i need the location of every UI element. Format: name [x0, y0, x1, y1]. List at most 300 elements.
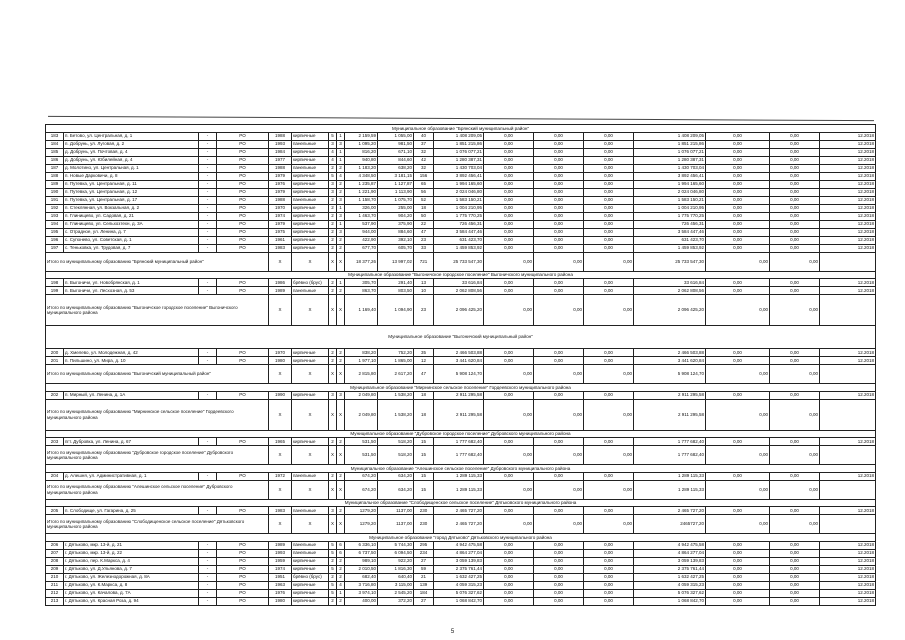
section-title: Муниципальное образование "Выгоничское городское поселение" Выгоничского муниципального района — [46, 271, 876, 279]
table-row — [46, 557, 876, 565]
table-cell: 0,00 — [706, 287, 770, 295]
table-cell: 12.2018 — [820, 279, 876, 287]
table-cell: 1 816,30 — [378, 565, 414, 573]
table-cell: 944,00 — [345, 228, 378, 236]
table-cell: 0,00 — [534, 589, 584, 597]
table-cell: 0,00 — [534, 188, 584, 196]
table-row — [46, 507, 876, 515]
table-cell: кирпичные — [292, 220, 329, 228]
subtotal-label: Итого по муниципальному образованию "Слободищенское сельское поселение" Дятьковского муниципального района — [46, 515, 269, 534]
table-cell: 1959 — [269, 557, 292, 565]
subtotal-cell: 0,00 — [484, 399, 534, 430]
subtotal-cell: 0,00 — [484, 252, 534, 271]
table-cell: 392,10 — [378, 236, 414, 244]
table-cell: г. Дятьково, пер. К.Маркса, д. 4 — [64, 557, 199, 565]
subtotal-cell: X — [337, 399, 345, 430]
empty-cell — [820, 515, 876, 534]
table-cell: кирпичные — [292, 212, 329, 220]
table-cell: 2 465 727,20 — [634, 507, 706, 515]
table-cell: 5 076 327,62 — [634, 589, 706, 597]
table-cell: 186 — [46, 156, 64, 164]
table-cell: 196 — [46, 236, 64, 244]
table-cell: 2 — [337, 565, 345, 573]
table-cell: брёвно (брус) — [292, 573, 329, 581]
table-row — [46, 212, 876, 220]
subtotal-cell: 0,00 — [584, 399, 634, 430]
table-cell: 0,00 — [706, 172, 770, 180]
table-cell: 42 — [414, 156, 434, 164]
table-cell: 0,00 — [584, 597, 634, 605]
subtotal-cell: X — [329, 480, 337, 499]
table-cell: п. Пильшино, ул. Мира, д. 10 — [64, 357, 199, 365]
subtotal-cell: 1 777 682,40 — [434, 446, 484, 465]
table-cell: - — [199, 565, 217, 573]
table-cell: 2 — [337, 507, 345, 515]
subtotal-cell: X — [292, 399, 329, 430]
table-cell: 50 — [414, 212, 434, 220]
table-cell: 12 — [414, 357, 434, 365]
table-cell: п. Глинищево, ул. Садовая, д. 21 — [64, 212, 199, 220]
table-cell: - — [199, 188, 217, 196]
table-cell: 0,00 — [484, 212, 534, 220]
subtotal-cell: 0,00 — [706, 480, 770, 499]
subtotal-row — [46, 446, 876, 465]
table-cell: 230 — [414, 507, 434, 515]
table-cell: п. Новые Дарковичи, д. 8 — [64, 172, 199, 180]
table-cell: 1 004 210,95 — [634, 204, 706, 212]
table-cell: 1972 — [269, 472, 292, 480]
table-cell: 1 430 703,04 — [434, 164, 484, 172]
subtotal-cell: 0,00 — [770, 446, 820, 465]
subtotal-cell: X — [329, 252, 337, 271]
subtotal-cell: 0,00 — [584, 480, 634, 499]
table-cell: п. Путевка, ул. Центральная, д. 12 — [64, 188, 199, 196]
table-cell: 1961 — [269, 236, 292, 244]
table-cell: 1 158,70 — [345, 196, 378, 204]
subtotal-cell: X — [292, 295, 329, 326]
table-cell: 0,00 — [770, 140, 820, 148]
subtotal-cell: 0,00 — [534, 480, 584, 499]
table-cell: 1137,00 — [378, 507, 414, 515]
table-cell: 4 864 277,04 — [634, 549, 706, 557]
table-cell: панельные — [292, 196, 329, 204]
table-cell: 210 — [46, 573, 64, 581]
table-cell: 1 — [337, 204, 345, 212]
section-header-row — [46, 384, 876, 392]
table-cell: кирпичные — [292, 438, 329, 446]
table-cell: 3 584 447,46 — [434, 228, 484, 236]
table-cell: 12.2018 — [820, 507, 876, 515]
table-cell: 1970 — [269, 204, 292, 212]
table-cell: 2 — [329, 438, 337, 446]
table-cell: 0,00 — [770, 573, 820, 581]
table-cell: г. Дятьково, мкр. 13-й, д. 21 — [64, 541, 199, 549]
table-cell: 0,00 — [770, 597, 820, 605]
table-cell: 4 — [329, 148, 337, 156]
table-cell: 844,60 — [378, 156, 414, 164]
table-cell: 2 — [329, 279, 337, 287]
table-cell: 0,00 — [770, 204, 820, 212]
table-cell: с. Теньковка, ул. Трудовая, д. 7 — [64, 244, 199, 252]
table-cell: 940,80 — [345, 156, 378, 164]
table-cell: 0,00 — [584, 581, 634, 589]
table-row — [46, 549, 876, 557]
table-cell: 0,00 — [706, 507, 770, 515]
table-cell: 0,00 — [770, 472, 820, 480]
table-cell: 2 — [329, 228, 337, 236]
table-cell: 139 — [414, 581, 434, 589]
table-cell: панельные — [292, 287, 329, 295]
table-cell: - — [199, 140, 217, 148]
table-cell: 0,00 — [584, 279, 634, 287]
section-header-row — [46, 465, 876, 473]
subtotal-cell: X — [269, 515, 292, 534]
table-cell: 3 — [329, 507, 337, 515]
subtotal-cell: 531,50 — [345, 446, 378, 465]
table-cell: 0,00 — [706, 140, 770, 148]
program-table-sheet — [45, 124, 875, 606]
subtotal-cell: X — [329, 515, 337, 534]
table-cell: 2 — [329, 204, 337, 212]
table-cell: 372,20 — [378, 597, 414, 605]
table-cell: брёвно (брус) — [292, 279, 329, 287]
subtotal-cell: 0,00 — [484, 295, 534, 326]
table-cell: - — [199, 279, 217, 287]
table-cell: 0,00 — [770, 287, 820, 295]
table-cell: 0,00 — [534, 597, 584, 605]
table-row — [46, 589, 876, 597]
table-cell: кирпичные — [292, 391, 329, 399]
table-cell: 3 181,15 — [378, 172, 414, 180]
table-cell: 1 076 077,21 — [634, 148, 706, 156]
table-cell: 0,00 — [706, 244, 770, 252]
table-cell: 12.2018 — [820, 557, 876, 565]
table-cell: 0,00 — [706, 557, 770, 565]
subtotal-cell: X — [337, 480, 345, 499]
table-cell: 0,00 — [584, 472, 634, 480]
table-cell: 0,00 — [484, 132, 534, 140]
table-cell: РО — [217, 196, 269, 204]
table-cell: 1 994 165,60 — [634, 180, 706, 188]
table-cell: 255,00 — [378, 204, 414, 212]
subtotal-cell: 0,00 — [534, 295, 584, 326]
table-cell: 0,00 — [770, 156, 820, 164]
table-cell: д. Добрунь, ул. Юбилейная, д. 4 — [64, 156, 199, 164]
table-cell: 1993 — [269, 140, 292, 148]
table-cell: 0,00 — [584, 236, 634, 244]
subtotal-cell: X — [337, 365, 345, 384]
table-cell: кирпичные — [292, 172, 329, 180]
table-cell: кирпичные — [292, 228, 329, 236]
table-cell: - — [199, 228, 217, 236]
table-cell: 1 — [337, 279, 345, 287]
section-header-row — [46, 430, 876, 438]
table-cell: 0,00 — [584, 244, 634, 252]
table-cell: РО — [217, 557, 269, 565]
table-cell: 0,00 — [706, 549, 770, 557]
table-cell: 12.2018 — [820, 391, 876, 399]
table-cell: 2 375 761,44 — [634, 565, 706, 573]
table-cell: 0,00 — [770, 391, 820, 399]
section-title: Муниципальное образование "Мирнинское сельское поселение" Гордеевского муниципального района — [46, 384, 876, 392]
table-cell: п. Глинищево, ул. Сельхозтехн, д. 3А — [64, 220, 199, 228]
table-cell: 1 851 215,86 — [634, 140, 706, 148]
table-cell: 0,00 — [534, 148, 584, 156]
subtotal-cell: 18 — [414, 399, 434, 430]
table-cell: 6 — [337, 541, 345, 549]
table-cell: 2 — [329, 236, 337, 244]
table-cell: 1 — [337, 156, 345, 164]
table-cell: 0,00 — [484, 172, 534, 180]
table-cell: 12.2018 — [820, 581, 876, 589]
subtotal-cell: 0,00 — [584, 515, 634, 534]
table-cell: 863,70 — [345, 287, 378, 295]
table-cell: 0,00 — [484, 244, 534, 252]
table-cell: 12.2018 — [820, 204, 876, 212]
table-cell: 213 — [46, 597, 64, 605]
section-header-row — [46, 326, 876, 349]
table-cell: 0,00 — [534, 140, 584, 148]
table-cell: 3 — [329, 180, 337, 188]
table-cell: 12.2018 — [820, 188, 876, 196]
table-cell: РО — [217, 349, 269, 357]
table-cell: г. Дятьково, ул. Железнодорожная, д. 8А — [64, 573, 199, 581]
table-cell: 631 423,70 — [634, 236, 706, 244]
table-cell: 1 775 770,25 — [434, 212, 484, 220]
table-cell: 0,00 — [770, 236, 820, 244]
table-cell: 4 059 315,23 — [434, 581, 484, 589]
table-cell: 375,90 — [378, 220, 414, 228]
table-cell: 981,50 — [378, 140, 414, 148]
subtotal-cell: X — [269, 399, 292, 430]
table-row — [46, 172, 876, 180]
table-cell: 1983 — [269, 244, 292, 252]
table-cell: 0,00 — [706, 349, 770, 357]
table-cell: 2 — [329, 196, 337, 204]
table-cell: 1 183,20 — [345, 164, 378, 172]
subtotal-cell: 0,00 — [770, 365, 820, 384]
table-cell: 184 — [414, 589, 434, 597]
table-cell: 1988 — [269, 132, 292, 140]
table-cell: 0,00 — [770, 581, 820, 589]
table-cell: 2 — [329, 597, 337, 605]
table-body — [46, 125, 876, 606]
subtotal-cell: 0,00 — [484, 515, 534, 534]
table-cell: 52 — [414, 196, 434, 204]
table-cell: 674,20 — [345, 472, 378, 480]
table-cell: 0,00 — [706, 148, 770, 156]
table-cell: 671,10 — [378, 148, 414, 156]
table-cell: 0,00 — [534, 507, 584, 515]
table-cell: 0,00 — [484, 438, 534, 446]
table-cell: - — [199, 357, 217, 365]
table-cell: 1951 — [269, 573, 292, 581]
table-cell: 0,00 — [706, 236, 770, 244]
table-cell: 1986 — [269, 279, 292, 287]
table-cell: 1 459 853,92 — [634, 244, 706, 252]
subtotal-cell: 0,00 — [534, 252, 584, 271]
table-cell: 12.2018 — [820, 589, 876, 597]
subtotal-label: Итого по муниципальному образованию "Мирнинское сельское поселение" Гордеевского муниципального района — [46, 399, 269, 430]
table-cell: 33 — [414, 244, 434, 252]
table-cell: РО — [217, 228, 269, 236]
table-cell: 0,00 — [584, 541, 634, 549]
table-cell: 2 — [337, 164, 345, 172]
table-cell: - — [199, 172, 217, 180]
table-cell: 3 — [337, 391, 345, 399]
table-cell: кирпичные — [292, 132, 329, 140]
table-cell: РО — [217, 357, 269, 365]
table-cell: 2 465 727,20 — [434, 507, 484, 515]
table-cell: 0,00 — [484, 581, 534, 589]
table-cell: 6 737,50 — [345, 549, 378, 557]
subtotal-cell: 0,00 — [706, 515, 770, 534]
table-cell: РО — [217, 156, 269, 164]
table-cell: 0,00 — [584, 507, 634, 515]
subtotal-cell: 2 911 295,58 — [434, 399, 484, 430]
table-cell: 677,70 — [345, 244, 378, 252]
table-cell: 65 — [414, 180, 434, 188]
table-cell: 1988 — [269, 196, 292, 204]
table-cell: 0,00 — [706, 228, 770, 236]
table-cell: 0,00 — [770, 589, 820, 597]
table-cell: 0,00 — [534, 244, 584, 252]
table-cell: 2 — [337, 188, 345, 196]
table-cell: 2 — [337, 557, 345, 565]
table-cell: 0,00 — [706, 212, 770, 220]
subtotal-cell: X — [337, 295, 345, 326]
table-cell: - — [199, 573, 217, 581]
table-cell: 1977 — [269, 156, 292, 164]
table-cell: РО — [217, 597, 269, 605]
subtotal-cell: 1279,20 — [345, 515, 378, 534]
table-row — [46, 132, 876, 140]
subtotal-cell: 1 538,20 — [378, 399, 414, 430]
table-cell: кирпичные — [292, 148, 329, 156]
table-cell: 1 055,00 — [378, 132, 414, 140]
table-cell: 3 — [337, 212, 345, 220]
table-cell: РО — [217, 148, 269, 156]
table-cell: 0,00 — [706, 196, 770, 204]
subtotal-cell: 0,00 — [484, 446, 534, 465]
table-cell: - — [199, 541, 217, 549]
table-cell: 0,00 — [484, 279, 534, 287]
subtotal-label: Итого по муниципальному образованию "Выгоничское городское поселение" Выгоничского муниципального района — [46, 295, 269, 326]
subtotal-cell: 23 — [414, 295, 434, 326]
table-cell: 0,00 — [770, 507, 820, 515]
table-cell: 12.2018 — [820, 472, 876, 480]
table-cell: 0,00 — [770, 132, 820, 140]
table-cell: 3 892 456,41 — [634, 172, 706, 180]
table-cell: 2 — [329, 244, 337, 252]
table-cell: - — [199, 212, 217, 220]
table-cell: 1 430 703,04 — [634, 164, 706, 172]
table-cell: 2 545,20 — [378, 589, 414, 597]
table-cell: РО — [217, 279, 269, 287]
table-cell: 12.2018 — [820, 132, 876, 140]
table-cell: 2 — [329, 557, 337, 565]
table-cell: 12.2018 — [820, 573, 876, 581]
table-cell: 193 — [46, 212, 64, 220]
table-cell: 32 — [414, 164, 434, 172]
table-cell: 3 441 620,84 — [634, 357, 706, 365]
table-cell: 0,00 — [584, 204, 634, 212]
table-cell: 1965 — [269, 438, 292, 446]
table-cell: 22 — [414, 220, 434, 228]
table-row — [46, 597, 876, 605]
subtotal-row — [46, 480, 876, 499]
table-cell: 0,00 — [706, 565, 770, 573]
table-cell: - — [199, 287, 217, 295]
table-row — [46, 228, 876, 236]
subtotal-cell: X — [269, 446, 292, 465]
table-cell: 2 — [329, 472, 337, 480]
table-cell: 0,00 — [584, 148, 634, 156]
table-cell: панельные — [292, 472, 329, 480]
table-cell: 185 — [46, 148, 64, 156]
table-cell: 0,00 — [706, 581, 770, 589]
table-cell: 189 — [46, 180, 64, 188]
subtotal-cell: 0,00 — [534, 446, 584, 465]
table-cell: 4 059 315,23 — [634, 581, 706, 589]
table-cell: 0,00 — [706, 438, 770, 446]
table-cell: 1 221,90 — [345, 188, 378, 196]
table-cell: - — [199, 581, 217, 589]
table-cell: п. Выгоничи, ул. Лесхозная, д. 53 — [64, 287, 199, 295]
table-cell: 0,00 — [534, 228, 584, 236]
empty-cell — [820, 252, 876, 271]
table-cell: 200 — [46, 349, 64, 357]
table-cell: кирпичные — [292, 244, 329, 252]
subtotal-label: Итого по муниципальному образованию "Выгоничский муниципальный район" — [46, 365, 269, 384]
subtotal-row — [46, 295, 876, 326]
table-cell: РО — [217, 589, 269, 597]
table-cell: 212 — [46, 589, 64, 597]
table-row — [46, 164, 876, 172]
table-cell: РО — [217, 541, 269, 549]
table-cell: 1989 — [269, 287, 292, 295]
subtotal-cell: 5 908 124,70 — [634, 365, 706, 384]
table-cell: 18 — [414, 391, 434, 399]
section-title: Муниципальное образование "Брянский муниципальный район" — [46, 125, 876, 133]
subtotal-cell: 25 733 547,30 — [634, 252, 706, 271]
table-cell: 12.2018 — [820, 244, 876, 252]
table-cell: 3 584 447,46 — [634, 228, 706, 236]
table-cell: 6 — [337, 549, 345, 557]
subtotal-cell: 0,00 — [584, 252, 634, 271]
table-cell: 0,00 — [484, 573, 534, 581]
table-cell: 4 942 475,58 — [434, 541, 484, 549]
table-cell: 0,00 — [706, 204, 770, 212]
table-cell: 0,00 — [584, 357, 634, 365]
table-cell: 1 076 077,21 — [434, 148, 484, 156]
subtotal-cell: X — [269, 295, 292, 326]
table-cell: 0,00 — [584, 196, 634, 204]
table-cell: кирпичные — [292, 156, 329, 164]
table-cell: 989,10 — [345, 557, 378, 565]
table-cell: - — [199, 438, 217, 446]
table-cell: 0,00 — [706, 156, 770, 164]
subtotal-cell: 0,00 — [770, 480, 820, 499]
table-cell: 3 441 620,84 — [434, 357, 484, 365]
table-cell: 0,00 — [584, 180, 634, 188]
subtotal-cell: 0,00 — [706, 399, 770, 430]
table-cell: 59 — [414, 565, 434, 573]
table-row — [46, 204, 876, 212]
table-cell: РО — [217, 212, 269, 220]
subtotal-cell: 0,00 — [534, 399, 584, 430]
table-row — [46, 180, 876, 188]
